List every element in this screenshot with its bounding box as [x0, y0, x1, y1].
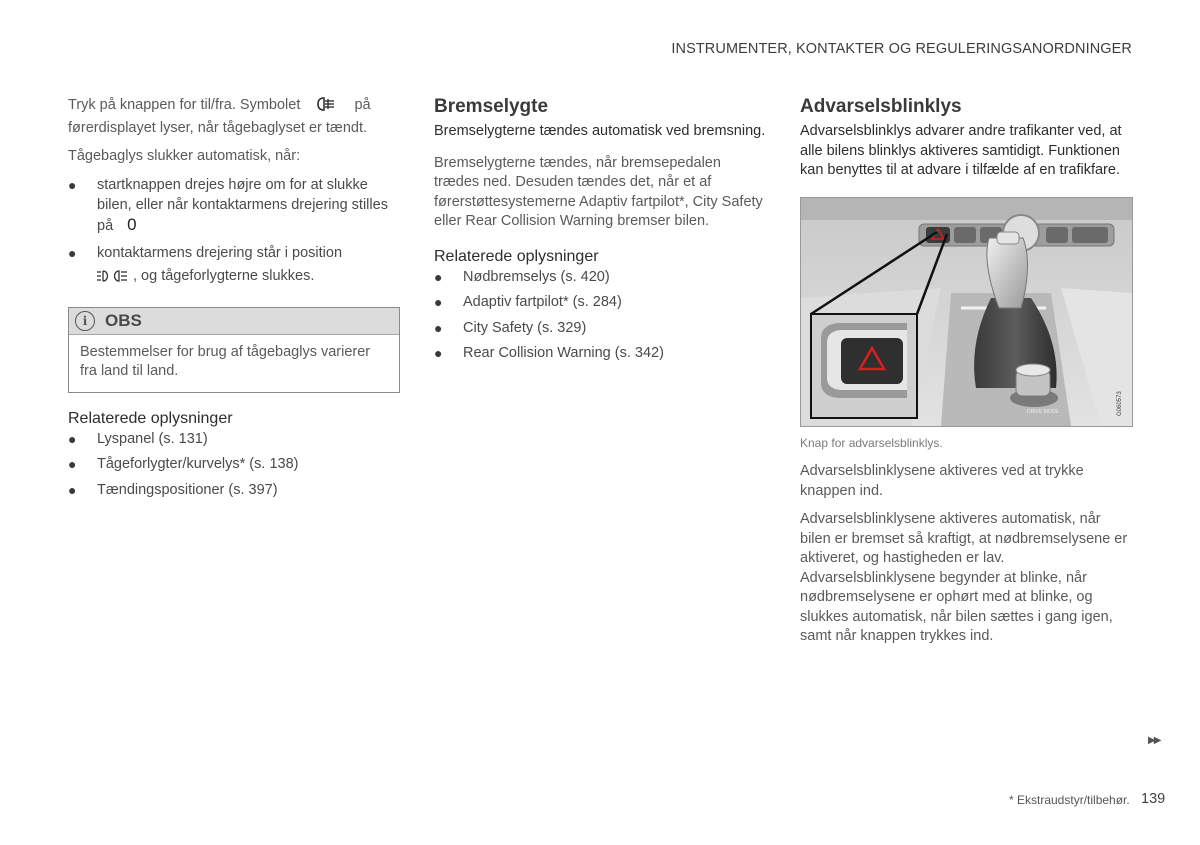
obs-text: Bestemmelser for brug af tågebaglys varierer fra land til land. — [80, 343, 371, 379]
bullet-icon: ● — [68, 244, 77, 261]
related-link[interactable]: Lyspanel (s. 131) — [97, 430, 208, 447]
body-paragraph-1: Advarselsblinklysene aktiveres ved at trykke knappen ind. — [800, 463, 1084, 499]
section-title: Advarselsblinklys — [800, 96, 962, 117]
double-arrow-right-icon: ▶▶ — [1148, 735, 1160, 746]
related-item[interactable] — [434, 344, 769, 364]
column-brake-light — [434, 96, 769, 364]
related-item[interactable] — [68, 481, 400, 501]
lead-paragraph: Advarselsblinklys advarer andre trafikanter ved, at alle bilens blinklys aktiveres samtidigt. Funktionen kan benyttes til at advare i tilfælde af en trafikfare. — [800, 123, 1122, 178]
ignition-zero-symbol: 0 — [127, 214, 137, 234]
bullet2-text: kontaktarmens drejering står i position — [97, 244, 343, 261]
related-title: Relaterede oplysninger — [68, 409, 233, 427]
related-list — [434, 268, 769, 364]
body-paragraph-2: Advarselsblinklysene aktiveres automatisk, når bilen er bremset så kraftigt, at nødbremselysene er aktiveret, og hastigheden er lav. Advarselsblinklysene begynder at blinke, når nødbremselysene er ophørt med at blinke, og slukkes automatisk, når bilen sættes i gang igen, samt når knappen trykkes ind. — [800, 511, 1128, 644]
related-item[interactable] — [434, 319, 769, 339]
intro-text-b: på førerdisplayet lyser, når tågebaglyset er tændt. — [68, 97, 371, 136]
hazard-button-photo — [800, 197, 1133, 427]
page-number: 139 — [1141, 791, 1166, 807]
bullet-icon: ● — [68, 176, 77, 193]
bullet-icon: ● — [434, 319, 443, 336]
photo-caption: Knap for advarselsblinklys. — [800, 435, 943, 450]
related-link[interactable]: Tågeforlygter/kurvelys* (s. 138) — [97, 456, 299, 472]
bullet-icon: ● — [68, 481, 77, 498]
list-item — [68, 175, 400, 236]
obs-header — [69, 308, 399, 335]
position-light-icon — [97, 267, 133, 290]
bullet-icon: ● — [68, 456, 77, 472]
related-item[interactable] — [434, 268, 769, 288]
page-header: INSTRUMENTER, KONTAKTER OG REGULERINGSANORDNINGER — [671, 41, 1132, 57]
column-hazard-lights — [800, 96, 1133, 647]
related-list — [68, 430, 400, 501]
column-fog-light — [68, 96, 400, 500]
related-link[interactable]: Adaptiv fartpilot* (s. 284) — [463, 294, 622, 310]
fog-light-rear-icon — [316, 96, 336, 119]
bullet-icon: ● — [434, 268, 443, 285]
console-illustration — [801, 198, 1132, 426]
bullet-icon: ● — [434, 294, 443, 310]
info-icon: i — [75, 311, 95, 331]
bullet2-tail: , og tågeforlygterne slukkes. — [133, 267, 315, 284]
related-item[interactable] — [68, 455, 400, 475]
body-paragraph: Bremselygterne tændes, når bremsepedalen trædes ned. Desuden tændes det, når et af førerstøttesystemerne Adaptiv fartpilot*, City Safety eller Rear Collision Warning bremser bilen. — [434, 154, 763, 229]
intro-paragraph — [68, 96, 400, 138]
photo-code: G060573 — [1117, 390, 1123, 416]
bullet-icon: ● — [434, 345, 443, 361]
related-link[interactable]: Rear Collision Warning (s. 342) — [463, 345, 664, 361]
list-item — [68, 242, 400, 290]
related-item[interactable] — [68, 430, 400, 450]
related-link[interactable]: Tændingspositioner (s. 397) — [97, 481, 278, 498]
auto-off-text: Tågebaglys slukker automatisk, når: — [68, 148, 301, 164]
lead-paragraph: Bremselygterne tændes automatisk ved bremsning. — [434, 123, 766, 139]
auto-off-list — [68, 175, 400, 290]
bullet1-text: startknappen drejes højre om for at slukke bilen, eller når kontaktarmens drejering stilles på — [97, 176, 388, 234]
obs-body — [69, 335, 399, 392]
related-item[interactable] — [434, 293, 769, 313]
intro-text-a: Tryk på knappen for til/fra. Symbolet — [68, 97, 301, 113]
obs-note-box — [68, 307, 400, 393]
drive-mode-label: DRIVE MODE — [1027, 408, 1059, 415]
footnote: * Ekstraudstyr/tilbehør. — [1009, 793, 1130, 807]
section-title: Bremselygte — [434, 96, 549, 117]
related-title: Relaterede oplysninger — [434, 247, 599, 265]
obs-label: OBS — [105, 310, 142, 330]
related-link[interactable]: Nødbremselys (s. 420) — [463, 268, 610, 285]
related-link[interactable]: City Safety (s. 329) — [463, 319, 587, 336]
bullet-icon: ● — [68, 430, 77, 447]
